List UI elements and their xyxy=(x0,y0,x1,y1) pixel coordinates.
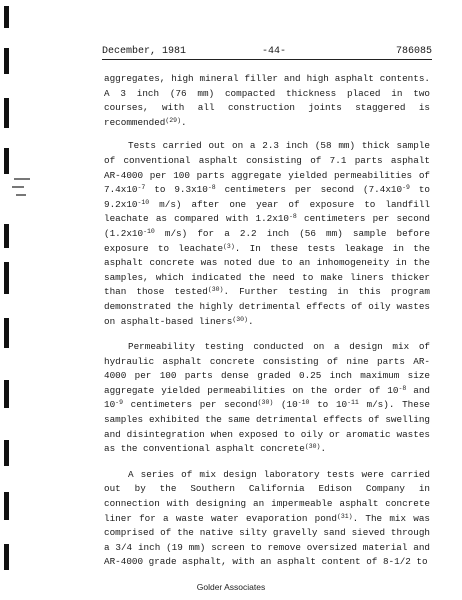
scan-speck xyxy=(14,178,30,180)
text-run: Permeability testing conducted on a design mix of hydraulic asphalt concrete consisting of nine parts AR-4000 per 100 parts dense graded 0.25 inch maximum size aggregate yielded permeabilities on the order of 10 xyxy=(104,341,430,396)
superscript: -8 xyxy=(398,384,407,392)
text-run: . The mix was comprised of the native silty gravelly sand sieved through a 3/4 inch (19 mm) screen to remove oversized material and AR-4000 grade asphalt, with an asphalt content of 8-1/2 to xyxy=(104,512,431,568)
text-run: . In these tests leakage in the asphalt concrete was noted due to an inhomogeneity in the samples, which indicated the need to make liners thicker than those tested xyxy=(104,242,430,298)
binding-mark xyxy=(4,318,9,348)
binding-mark xyxy=(4,98,9,128)
binding-mark xyxy=(4,148,9,174)
text-run: centimeters per second (1.2x10 xyxy=(104,213,431,239)
superscript: -8 xyxy=(289,213,297,221)
scan-speck xyxy=(12,186,24,188)
text-run: A series of mix design laboratory tests were carried out by the Southern California Edison Company in connection with designing an impermeable asphalt concrete liner for a waste water evaporation pond xyxy=(104,468,430,524)
text-run: to 9.3x10 xyxy=(145,184,208,196)
text-run: and 10 xyxy=(104,384,430,411)
text-run: centimeters per second xyxy=(122,399,258,411)
binding-mark xyxy=(4,48,9,74)
superscript: (30) xyxy=(207,286,224,294)
text-run: m/s) after one year of exposure to landfill leachate as compared with 1.2x10 xyxy=(104,198,430,225)
binding-mark xyxy=(4,440,9,466)
binding-mark xyxy=(4,262,9,294)
paragraph-permeability xyxy=(104,340,430,457)
text-run: . Further testing in this program demonstrated the highly detrimental effects of oily wastes on asphalt-based liners xyxy=(104,286,431,327)
header-rule xyxy=(102,59,432,60)
binding-mark xyxy=(4,224,9,248)
superscript: -10 xyxy=(297,399,310,407)
text-run: . xyxy=(247,315,254,327)
page-header xyxy=(102,46,432,58)
page-number: -44- xyxy=(262,46,287,57)
text-run: . xyxy=(180,116,187,128)
text-run: m/s). These samples exhibited the same detrimental effects of swelling and disintegration when exposed to oily or aromatic wastes as the conventional asphalt concrete xyxy=(104,399,430,455)
superscript: -8 xyxy=(207,184,216,192)
superscript: -9 xyxy=(115,399,123,407)
superscript: (30) xyxy=(257,399,274,407)
text-run: to 10 xyxy=(309,399,348,411)
superscript: (29) xyxy=(165,116,181,124)
paragraph-tests xyxy=(104,139,430,329)
text-run: . xyxy=(320,443,327,455)
binding-mark xyxy=(4,492,9,520)
binding-mark xyxy=(4,544,9,570)
document-body xyxy=(104,72,430,581)
text-run: centimeters per second (7.4x10 xyxy=(215,184,403,196)
superscript: -11 xyxy=(347,399,359,407)
paragraph-mix-design xyxy=(104,468,430,570)
text-run: m/s) for a 2.2 inch (56 mm) sample before exposure to leachate xyxy=(104,227,430,254)
superscript: (3) xyxy=(223,242,235,250)
document-number: 786085 xyxy=(395,46,432,57)
paragraph-aggregates xyxy=(104,72,430,130)
superscript: -10 xyxy=(143,227,155,235)
superscript: (30) xyxy=(232,315,248,323)
superscript: (30) xyxy=(304,443,321,451)
footer-company: Golder Associates xyxy=(196,582,266,592)
text-run: (10 xyxy=(273,399,298,411)
superscript: -9 xyxy=(402,184,410,192)
text-run: aggregates, high mineral filler and high asphalt contents. A 3 inch (76 mm) compacted thickness placed in two courses, with all construction joints staggered is recommended xyxy=(104,73,430,128)
superscript: -10 xyxy=(137,198,150,206)
binding-mark xyxy=(4,6,9,28)
superscript: -7 xyxy=(137,184,146,192)
text-run: Tests carried out on a 2.3 inch (58 mm) thick sample of conventional asphalt consisting of 7.1 parts asphalt AR-4000 per 100 parts aggregate yielded permeabilities of 7.4x10 xyxy=(104,140,430,196)
text-run: to 9.2x10 xyxy=(104,184,430,210)
scan-speck xyxy=(16,194,26,196)
superscript: (31) xyxy=(336,512,353,520)
binding-mark xyxy=(4,380,9,408)
header-date: December, 1981 xyxy=(102,46,187,57)
